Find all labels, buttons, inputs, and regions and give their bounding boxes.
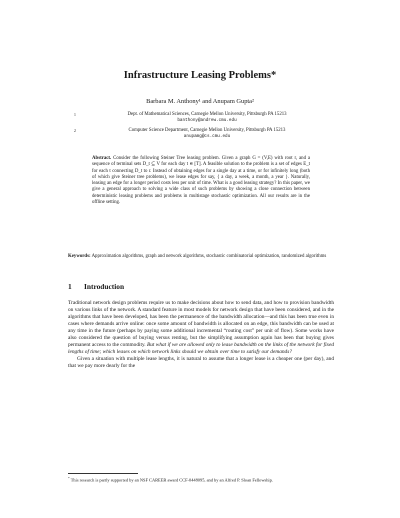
affiliation-email: banthony@andrew.cmu.edu [177,118,237,124]
paragraph [68,300,334,356]
body-text [68,300,334,370]
affiliation-text: Computer Science Department, Carnegie Mellon University, Pittsburgh PA 15213 [128,128,286,133]
keywords-label: Keywords: [68,254,91,259]
abstract [92,156,310,206]
paper-title: Infrastructure Leasing Problems* [123,70,277,81]
keywords-text: Approximation algorithms, graph and network algorithms, stochastic combinatorial optimization, randomized algorithms [91,254,327,259]
affiliation-text: Dept. of Mathematical Sciences, Carnegie Mellon University, Pittsburgh PA 15213 [127,112,287,117]
affiliation-2 [74,128,332,141]
paragraph: Given a situation with multiple lease lengths, it is natural to assume that a longer lease is a cheaper one (per day), and that we pay more dearly for the [68,356,334,369]
paragraph-text: Traditional network design problems require us to make decisions about how to send data, and how to provision bandwidth on various links of the network. A standard feature in most models for network design that have been considered, and in the algorithms that have been developed, has been the permanence of the bandwidth allocation—and this has been true even in cases where demands arrive online: once some amount of bandwidth is allocated on an edge, this bandwidth can be used at any time in the future (perhaps by paying some additional incremental “routing cost” per unit of flow). Some works have also considered the question of buying versus renting, but the simplifying assumption again has been that buying gives permanent access to the commodity. [68,300,334,348]
footnote-mark: * [68,476,70,480]
section-number: 1 [68,282,72,291]
keywords [68,254,334,260]
affiliation-mark: 1 [74,113,76,117]
abstract-label: Abstract. [92,156,112,161]
section-title: Introduction [84,282,125,291]
footnote-text: This research is partly supported by an NSF CAREER award CCF-0448095, and by an Alfred P. Sloan Fellowship. [70,477,273,483]
abstract-text: Consider the following Steiner Tree leasing problem. Given a graph G = (V,E) with root r, and a sequence of terminal sets D_t ⊆ V for each day t ∈ [T]. A feasible solution to the problem is a set of edges E_t for each t connecting D_t to r. Instead of obtaining edges for a single day at a time, or for infinitely long (both of which give Steiner tree problems), we lease edges for say, { a day, a week, a month, a year }. Naturally, leasing an edge for a longer period costs less per unit of time. What is a good leasing strategy? In this paper, we give a general approach to solving a wide class of such problems by showing a close connection between deterministic leasing problems and problems in multistage stochastic optimization. All our results are in the offline setting. [92,156,310,206]
section-heading [68,282,334,291]
paragraph-question: But what if we are allowed only to lease bandwidth on the links of the network for fixed lengths of time; which leases on which network links should we obtain over time to satisfy our demands? [68,342,334,355]
footnote [68,476,334,483]
footnote-rule [68,473,138,474]
affiliation-email: anupamg@cs.cmu.edu [183,134,231,140]
affiliation-mark: 2 [74,129,76,133]
affiliation-1 [74,112,332,125]
paper-authors: Barbara M. Anthony¹ and Anupam Gupta² [146,98,254,105]
